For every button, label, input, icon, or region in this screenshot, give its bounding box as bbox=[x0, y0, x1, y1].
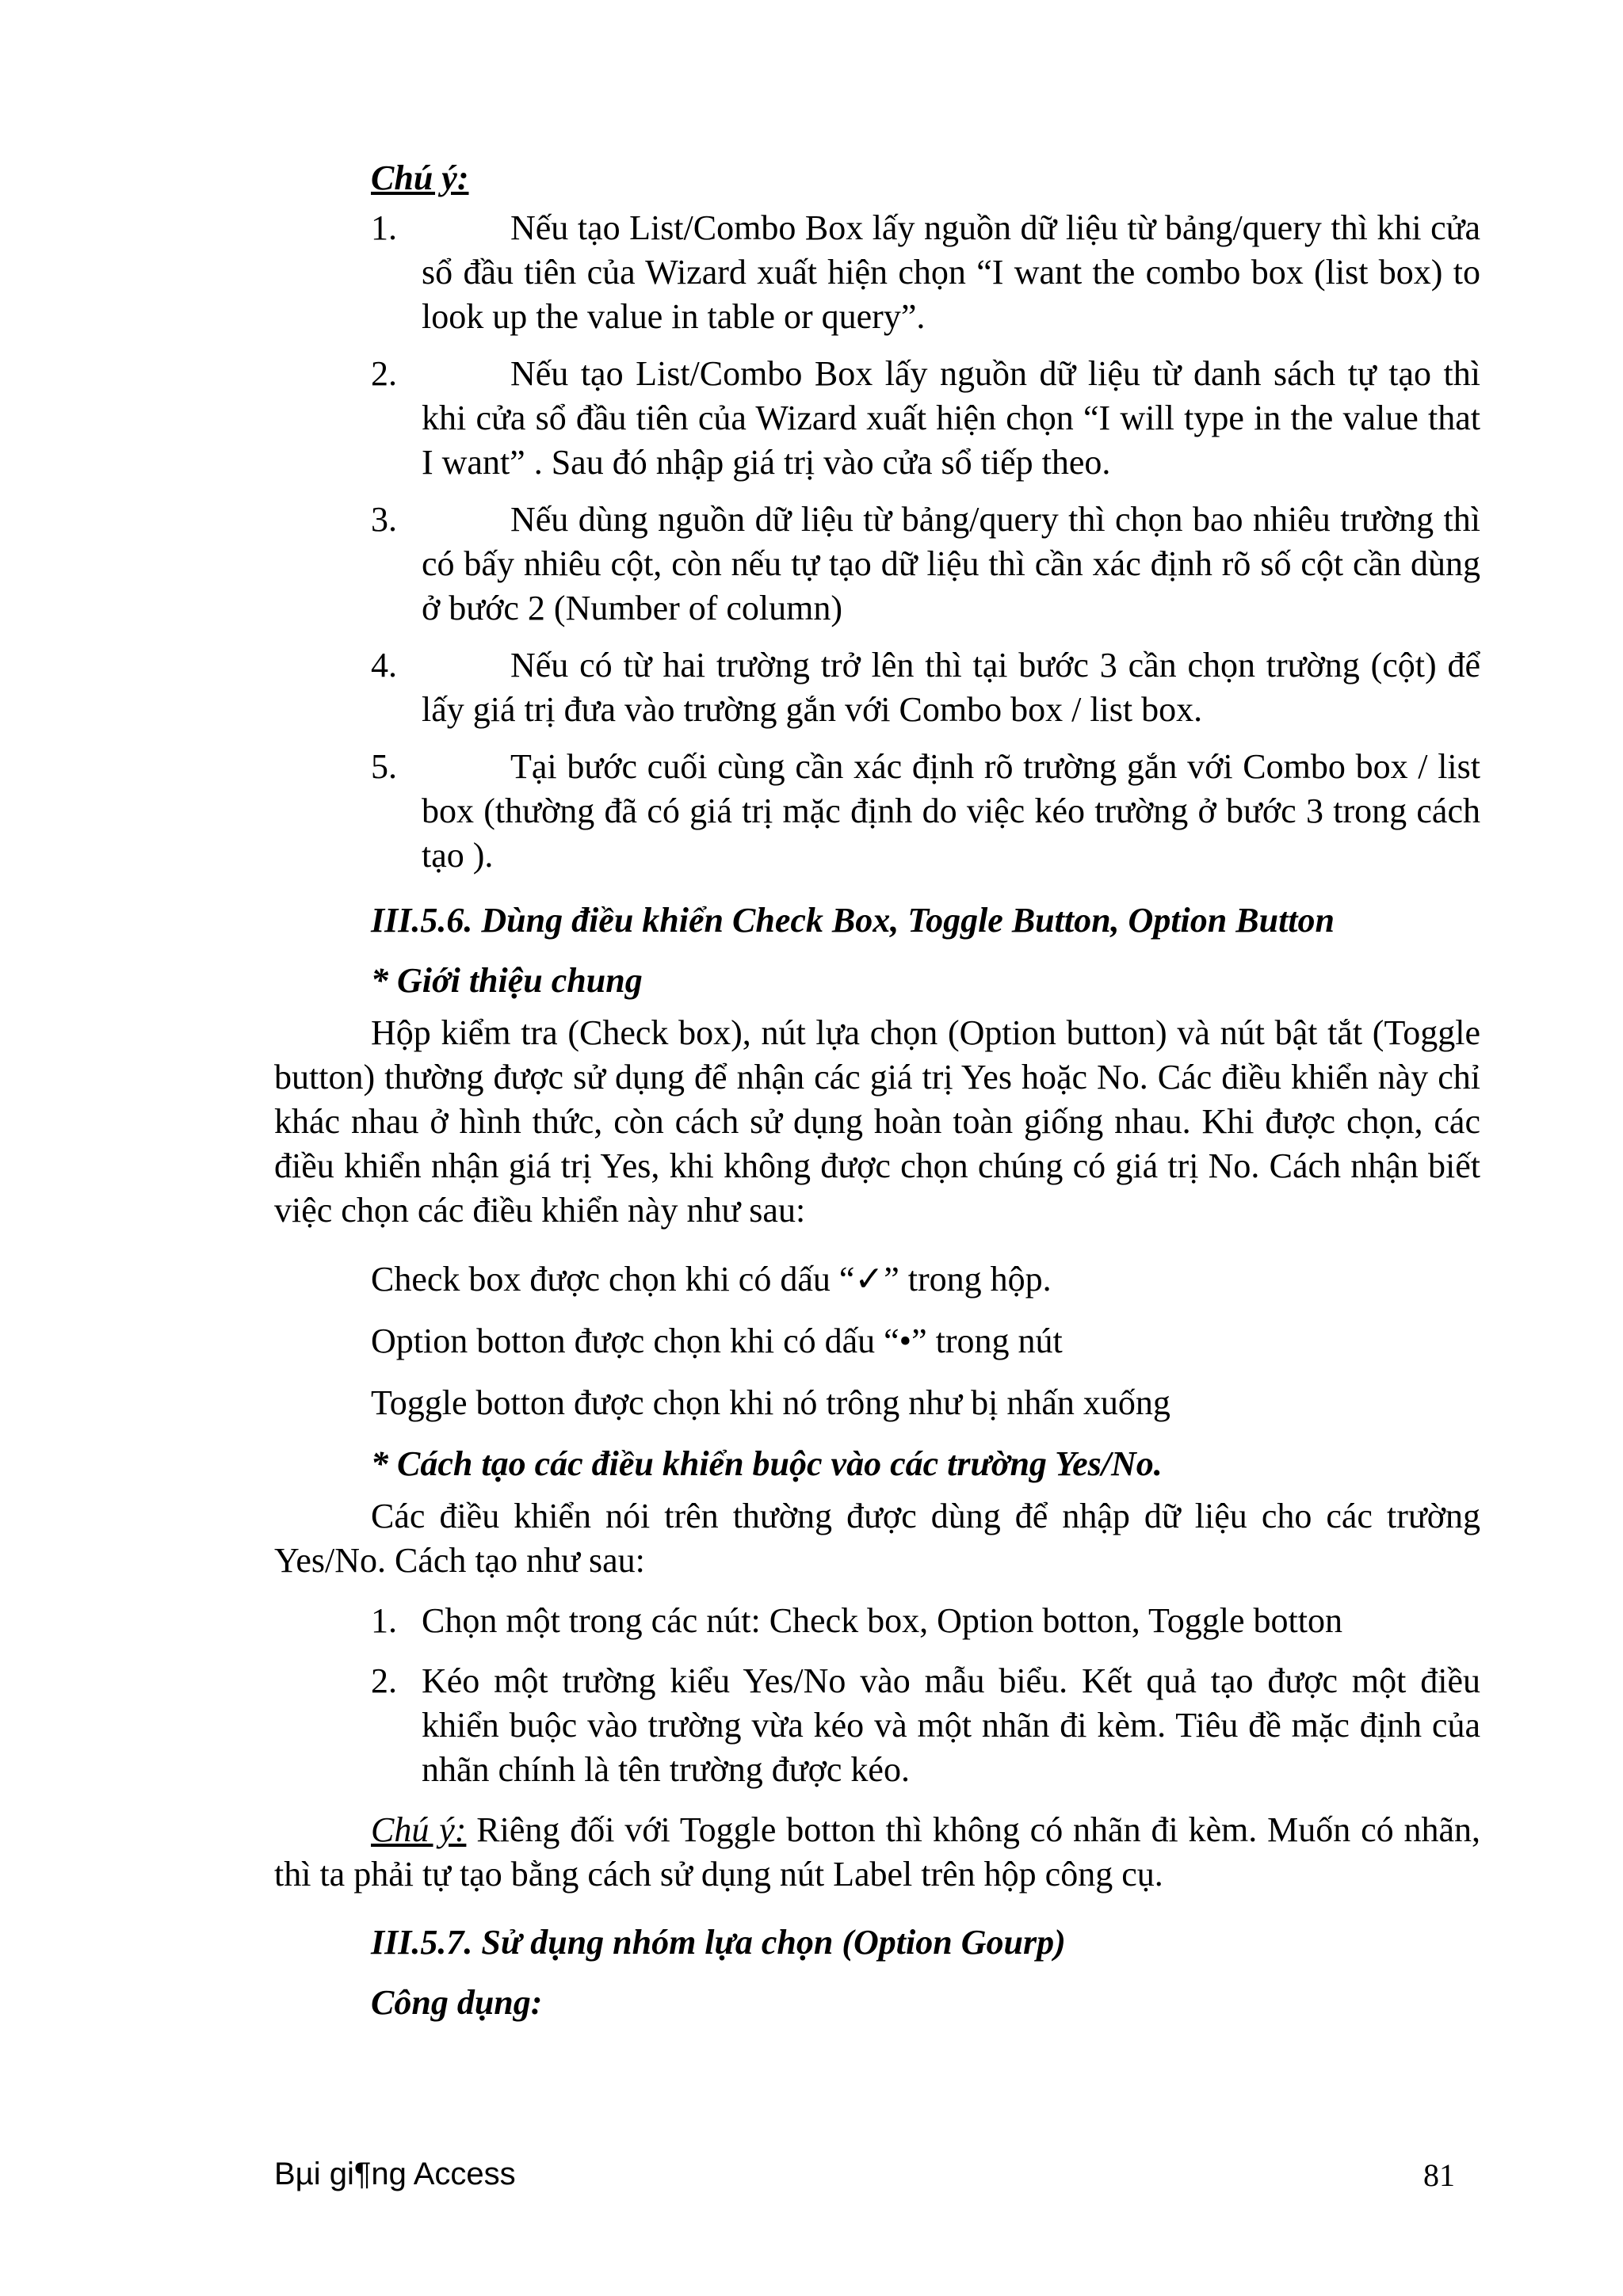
step-text: Chọn một trong các nút: Check box, Option botton, Toggle botton bbox=[422, 1601, 1343, 1640]
note-number: 4. bbox=[371, 646, 397, 685]
page-content bbox=[274, 151, 1480, 2033]
usage-heading: Công dụng: bbox=[371, 1983, 543, 2022]
create-paragraph: Các điều khiển nói trên thường được dùng để nhập dữ liệu cho các trường Yes/No. Cách tạo như sau: bbox=[274, 1497, 1480, 1580]
step-item bbox=[274, 1659, 1480, 1792]
note-item bbox=[274, 352, 1480, 485]
note-label: Chú ý: bbox=[371, 1810, 467, 1849]
toggle-button-line: Toggle botton được chọn khi nó trông như bị nhấn xuống bbox=[371, 1383, 1170, 1422]
intro-heading: * Giới thiệu chung bbox=[371, 961, 643, 1000]
step-text: Kéo một trường kiểu Yes/No vào mẫu biểu. Kết quả tạo được một điều khiển buộc vào trường vừa kéo và một nhãn đi kèm. Tiêu đề mặc định của nhãn chính là tên trường được kéo. bbox=[422, 1661, 1480, 1789]
check-box-line: Check box được chọn khi có dấu “✓” trong hộp. bbox=[371, 1260, 1052, 1299]
note-number: 1. bbox=[371, 208, 397, 247]
note-text: Nếu dùng nguồn dữ liệu từ bảng/query thì chọn bao nhiêu trường thì có bấy nhiêu cột, còn nếu tự tạo dữ liệu thì cần xác định rõ số cột cần dùng ở bước 2 (Number of column) bbox=[422, 500, 1480, 627]
option-button-line: Option botton được chọn khi có dấu “•” trong nút bbox=[371, 1322, 1063, 1360]
step-number: 2. bbox=[371, 1661, 397, 1700]
note-text: Tại bước cuối cùng cần xác định rõ trường gắn với Combo box / list box (thường đã có giá trị mặc định do việc kéo trường ở bước 3 trong cách tạo ). bbox=[422, 747, 1480, 875]
note-item bbox=[274, 206, 1480, 339]
note-item bbox=[274, 498, 1480, 631]
page-number: 81 bbox=[1423, 2157, 1455, 2193]
intro-paragraph: Hộp kiểm tra (Check box), nút lựa chọn (Option button) và nút bật tắt (Toggle button) thường được sử dụng để nhận các giá trị Yes hoặc No. Các điều khiển này chỉ khác nhau ở hình thức, còn cách sử dụng hoàn toàn giống nhau. Khi được chọn, các điều khiển nhận giá trị Yes, khi không được chọn chúng có giá trị No. Cách nhận biết việc chọn các điều khiển này như sau: bbox=[274, 1013, 1480, 1230]
section-heading-356: III.5.6. Dùng điều khiển Check Box, Toggle Button, Option Button bbox=[371, 901, 1335, 940]
note-text: Nếu tạo List/Combo Box lấy nguồn dữ liệu từ danh sách tự tạo thì khi cửa sổ đầu tiên của Wizard xuất hiện chọn “I will type in the value that I want” . Sau đó nhập giá trị vào cửa sổ tiếp theo. bbox=[422, 354, 1480, 482]
note-paragraph bbox=[274, 1808, 1480, 1897]
note-item bbox=[274, 643, 1480, 732]
note-text: Nếu có từ hai trường trở lên thì tại bước 3 cần chọn trường (cột) để lấy giá trị đưa vào trường gắn với Combo box / list box. bbox=[422, 646, 1480, 729]
note-number: 3. bbox=[371, 500, 397, 539]
note-body: Riêng đối với Toggle botton thì không có nhãn đi kèm. Muốn có nhãn, thì ta phải tự tạo bằng cách sử dụng nút Label trên hộp công cụ. bbox=[274, 1810, 1481, 1894]
note-number: 5. bbox=[371, 747, 397, 786]
footer-title: Bµi gi¶ng Access bbox=[274, 2157, 516, 2191]
note-title: Chú ý: bbox=[371, 158, 469, 197]
note-item bbox=[274, 745, 1480, 878]
create-heading: * Cách tạo các điều khiển buộc vào các trường Yes/No. bbox=[371, 1444, 1163, 1483]
note-text: Nếu tạo List/Combo Box lấy nguồn dữ liệu từ bảng/query thì khi cửa sổ đầu tiên của Wizard xuất hiện chọn “I want the combo box (list box) to look up the value in table or query”. bbox=[422, 208, 1480, 336]
step-number: 1. bbox=[371, 1601, 397, 1640]
step-item bbox=[274, 1599, 1480, 1643]
note-number: 2. bbox=[371, 354, 397, 393]
section-heading-357: III.5.7. Sử dụng nhóm lựa chọn (Option Gourp) bbox=[371, 1923, 1066, 1962]
